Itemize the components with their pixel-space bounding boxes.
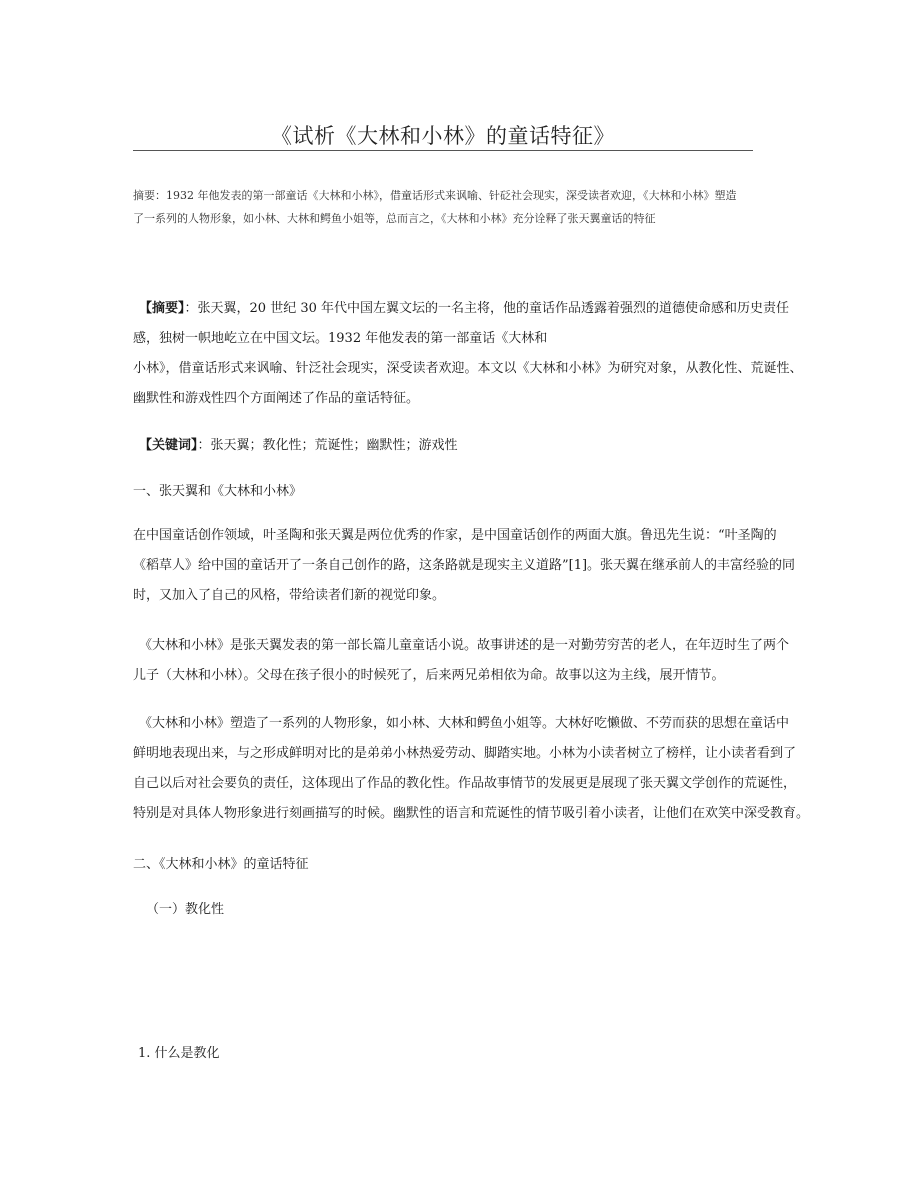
paragraph-line: 《大林和小林》是张天翼发表的第一部长篇儿童童话小说。故事讲述的是一对勤劳穷苦的老人，在年迈时生了两个 xyxy=(139,638,790,653)
paragraph-line: 在中国童话创作领域，叶圣陶和张天翼是两位优秀的作家，是中国童话创作的两面大旗。鲁迅先生说：“叶圣陶的 xyxy=(133,528,777,543)
body-paragraph xyxy=(133,521,796,611)
subsubsection-heading: 1. 什么是教化 xyxy=(138,1046,220,1061)
title-underline xyxy=(133,150,753,151)
paragraph-line: 特别是对具体人物形象进行刻画描写的时候。幽默性的语言和荒诞性的情节吸引着小读者，让他们在欢笑中深受教育。 xyxy=(133,806,810,821)
abstract-label: 【摘要】 xyxy=(139,301,185,316)
abstract-line: 小林》，借童话形式来讽喻、针泛社会现实，深受读者欢迎。本文以《大林和小林》为研究对象，从教化性、荒诞性、 xyxy=(133,361,803,376)
keywords-line xyxy=(133,436,458,456)
summary-line: 了一系列的人物形象，如小林、大林和鳄鱼小姐等，总而言之，《大林和小林》充分诠释了张天翼童话的特征 xyxy=(133,212,656,225)
abstract-text: ：张天翼，20 世纪 30 年代中国左翼文坛的一名主将，他的童话作品透露着强烈的道德使命感和历史责任 xyxy=(184,301,789,316)
paragraph-line: 鲜明地表现出来，与之形成鲜明对比的是弟弟小林热爱劳动、脚踏实地。小林为小读者树立了榜样，让小读者看到了 xyxy=(133,746,797,761)
section-heading: 一、张天翼和《大林和小林》 xyxy=(133,484,303,499)
abstract-line xyxy=(133,294,789,324)
abstract-line: 感，独树一帜地屹立在中国文坛。1932 年他发表的第一部童话《大林和 xyxy=(133,331,548,346)
body-paragraph xyxy=(133,709,810,829)
section-heading: 二、《大林和小林》的童话特征 xyxy=(133,857,309,872)
paragraph-line: 《稻草人》给中国的童话开了一条自己创作的路，这条路就是现实主义道路”[1]。张天翼在继承前人的丰富经验的同 xyxy=(133,558,796,573)
abstract-paragraph xyxy=(133,294,803,414)
paragraph-line: 时，又加入了自己的风格，带给读者们新的视觉印象。 xyxy=(133,588,446,603)
keywords-label: 【关键词】 xyxy=(139,438,198,453)
subsection-heading: （一）教化性 xyxy=(146,902,225,917)
paragraph-line: 儿子（大林和小林）。父母在孩子很小的时候死了，后来两兄弟相依为命。故事以这为主线，展开情节。 xyxy=(133,668,725,683)
abstract-line: 幽默性和游戏性四个方面阐述了作品的童话特征。 xyxy=(133,391,420,406)
paragraph-line: 自己以后对社会要负的责任，这体现出了作品的教化性。作品故事情节的发展更是展现了张天翼文学创作的荒诞性， xyxy=(133,776,797,791)
keywords-text: ：张天翼；教化性；荒诞性；幽默性；游戏性 xyxy=(197,438,458,453)
body-paragraph xyxy=(133,631,790,691)
summary-block xyxy=(133,184,758,230)
document-title: 《试析《大林和小林》的童话特征》 xyxy=(271,124,615,148)
summary-line: 摘要：1932 年他发表的第一部童话《大林和小林》，借童话形式来讽喻、针砭社会现实，深受读者欢迎，《大林和小林》塑造 xyxy=(133,189,737,202)
paragraph-line: 《大林和小林》塑造了一系列的人物形象，如小林、大林和鳄鱼小姐等。大林好吃懒做、不劳而获的思想在童话中 xyxy=(139,716,790,731)
